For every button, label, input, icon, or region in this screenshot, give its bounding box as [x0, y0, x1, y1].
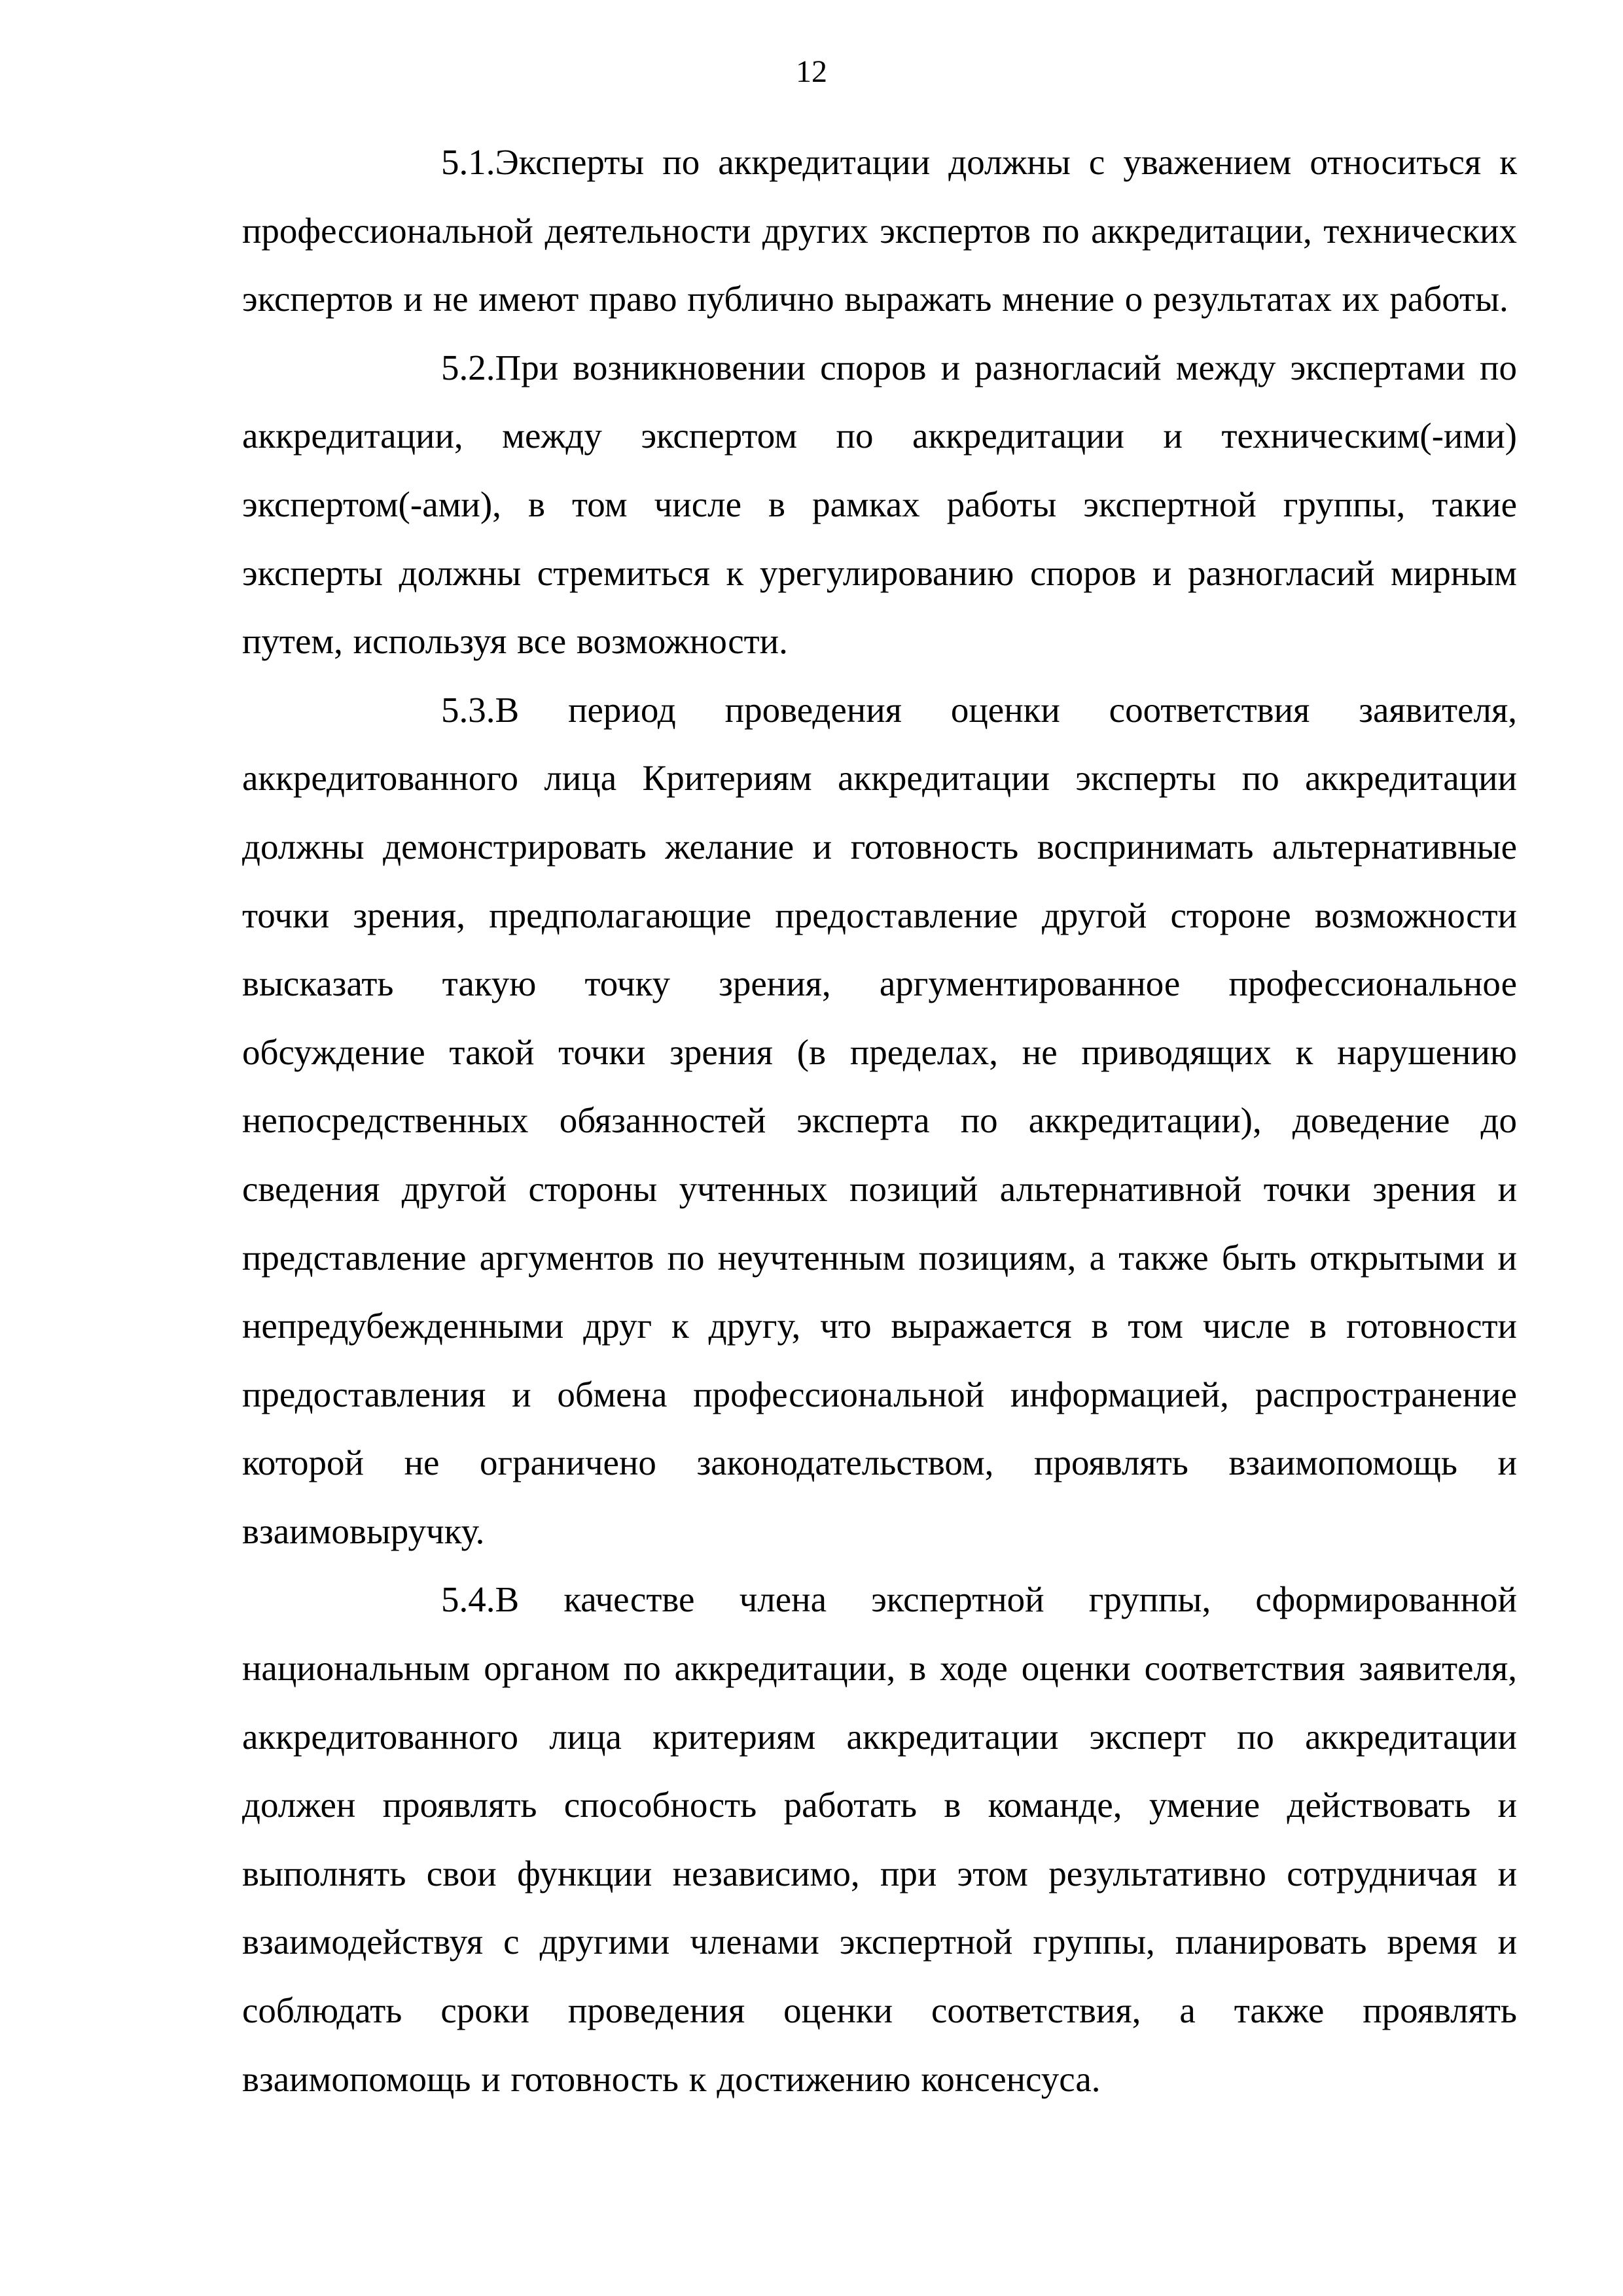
paragraph-text: Эксперты по аккредитации должны с уважением относиться к профессиональной деятельности других экспертов по аккредитации, технических экспертов и не имеют право публично выражать мнение о результатах их работы. — [242, 142, 1517, 319]
document-body — [242, 128, 1517, 2113]
paragraph-text: При возникновении споров и разногласий между экспертами по аккредитации, между экспертом по аккредитации и техническим(-ими) экспертом(-ами), в том числе в рамках работы экспертной группы, такие эксперты должны стремиться к урегулированию споров и разногласий мирным путем, используя все возможности. — [242, 347, 1517, 662]
page-number: 12 — [796, 54, 827, 89]
paragraph-5-1 — [242, 128, 1517, 334]
paragraph-number: 5.1. — [441, 142, 495, 182]
paragraph-number: 5.4. — [441, 1579, 495, 1620]
paragraph-5-4 — [242, 1566, 1517, 2113]
paragraph-number: 5.2. — [441, 347, 495, 387]
paragraph-number: 5.3. — [441, 689, 495, 730]
paragraph-text: В период проведения оценки соответствия заявителя, аккредитованного лица Критериям аккредитации эксперты по аккредитации должны демонстрировать желание и готовность воспринимать альтернативные точки зрения, предполагающие предоставление другой стороне возможности высказать такую точку зрения, аргументированное профессиональное обсуждение такой точки зрения (в пределах, не приводящих к нарушению непосредственных обязанностей эксперта по аккредитации), доведение до сведения другой стороны учтенных позиций альтернативной точки зрения и представление аргументов по неучтенным позициям, а также быть открытыми и непредубежденными друг к другу, что выражается в том числе в готовности предоставления и обмена профессиональной информацией, распространение которой не ограничено законодательством, проявлять взаимопомощь и взаимовыручку. — [242, 689, 1517, 1551]
paragraph-text: В качестве члена экспертной группы, сформированной национальным органом по аккредитации, в ходе оценки соответствия заявителя, аккредитованного лица критериям аккредитации эксперт по аккредитации должен проявлять способность работать в команде, умение действовать и выполнять свои функции независимо, при этом результативно сотрудничая и взаимодействуя с другими членами экспертной группы, планировать время и соблюдать сроки проведения оценки соответствия, а также проявлять взаимопомощь и готовность к достижению консенсуса. — [242, 1579, 1517, 2099]
paragraph-5-3 — [242, 676, 1517, 1566]
paragraph-5-2 — [242, 334, 1517, 676]
